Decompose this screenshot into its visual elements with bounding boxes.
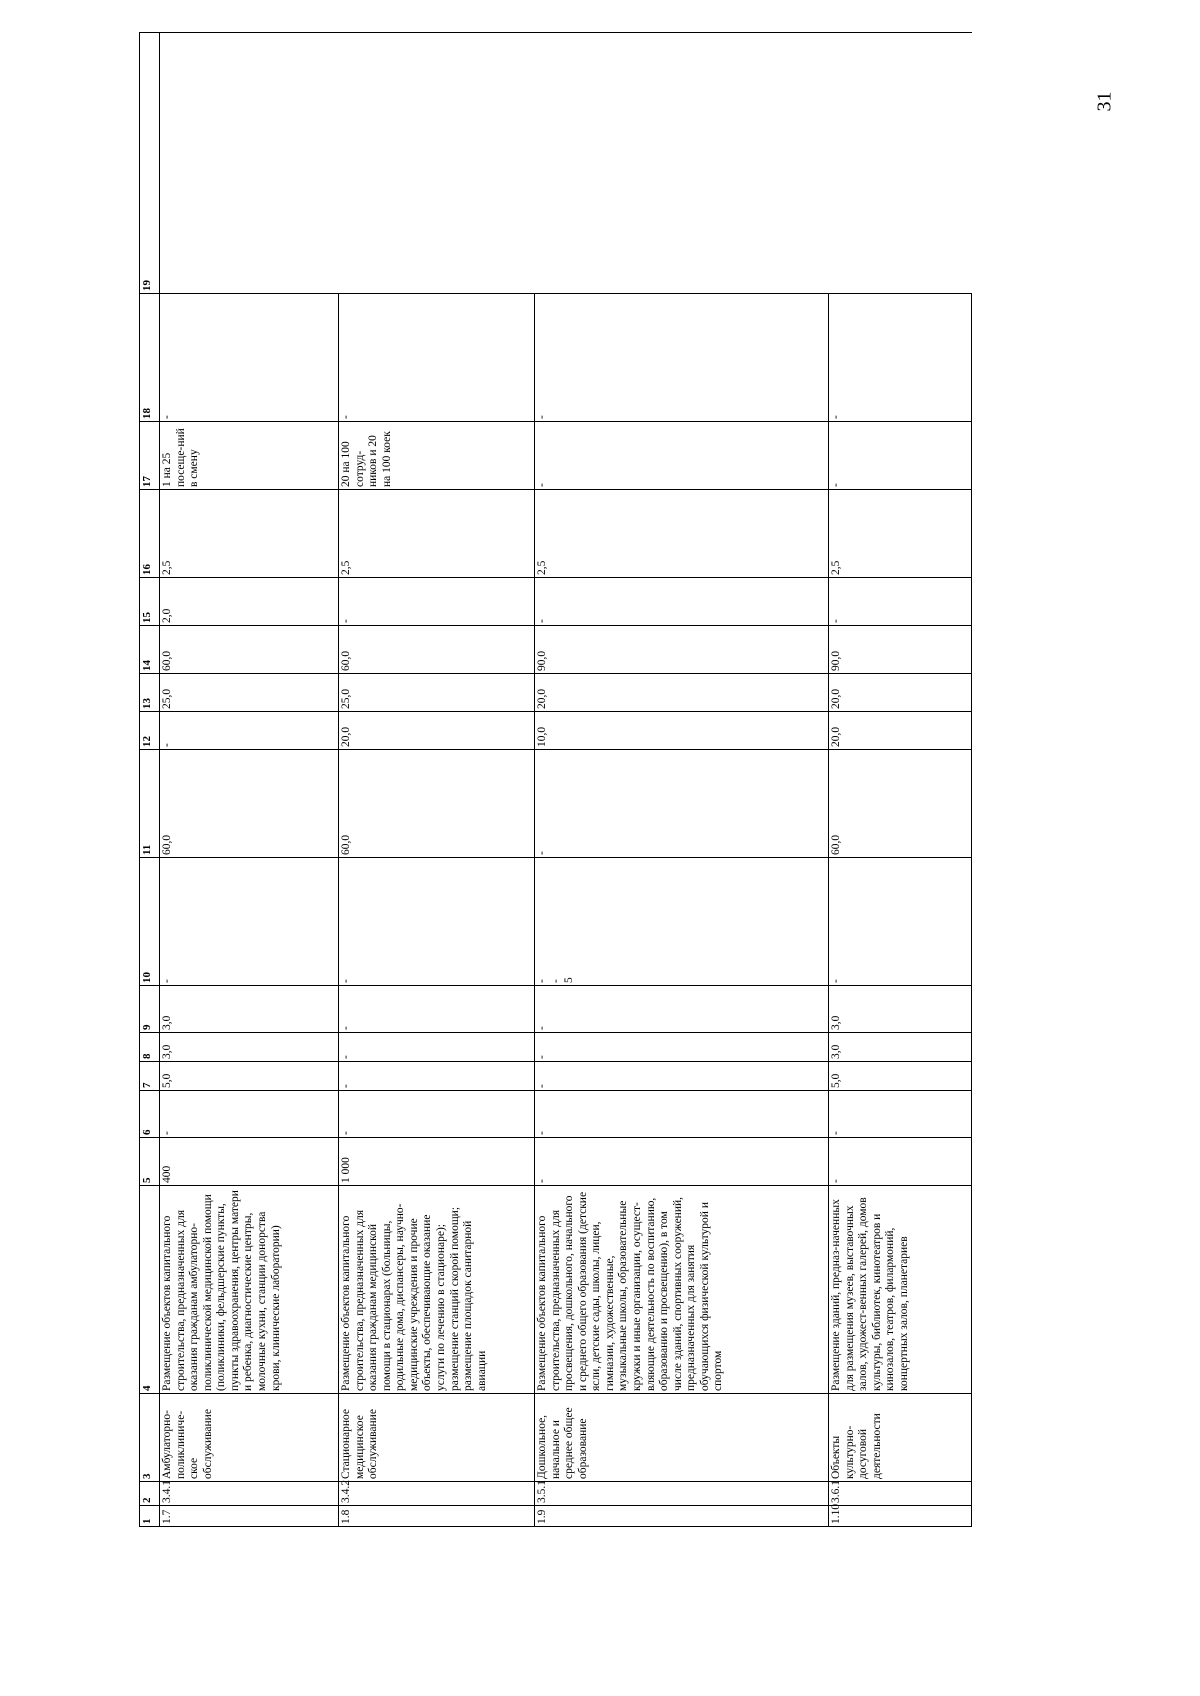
table-row	[339, 33, 535, 1527]
table-cell-col-16: 2,5	[829, 490, 972, 578]
table-cell-col-12: 20,0	[339, 712, 535, 750]
table-cell-col-6: -	[160, 1091, 339, 1138]
table-cell-col-8: -	[535, 1033, 829, 1062]
table-cell-col-12: -	[160, 712, 339, 750]
table-cell-col-12: 10,0	[535, 712, 829, 750]
table-cell-col-3: Объекты культурно-досуговой деятельности	[829, 1394, 972, 1482]
table-cell-col-19	[160, 33, 339, 294]
table-cell-col-2: 3.4.2	[339, 1482, 535, 1506]
table-cell-col-6: -	[339, 1091, 535, 1138]
table-cell-col-11: -	[535, 750, 829, 858]
table-cell-col-8: 3,0	[160, 1033, 339, 1062]
table-cell-col-10	[535, 858, 829, 986]
table-cell-col-15: -	[829, 578, 972, 626]
column-header-6: 6	[140, 1091, 160, 1138]
table-cell-col-13: 20,0	[535, 674, 829, 712]
table-cell-col-10	[829, 858, 972, 986]
column-header-13: 13	[140, 674, 160, 712]
page-number: 31	[1093, 91, 1116, 112]
stacked-value: -	[830, 979, 842, 983]
table-cell-col-15: 2,0	[160, 578, 339, 626]
column-header-10: 10	[140, 858, 160, 986]
stacked-value: -	[536, 979, 548, 983]
table-cell-col-2: 3.4.1	[160, 1482, 339, 1506]
table-cell-col-7: -	[535, 1062, 829, 1091]
stacked-value: -	[161, 979, 173, 983]
table-cell-col-6: -	[535, 1091, 829, 1138]
table-row	[829, 33, 972, 1527]
table-cell-col-1: 1.10	[829, 1506, 972, 1527]
table-cell-col-5: -	[535, 1138, 829, 1186]
table-cell-col-10	[339, 858, 535, 986]
table-cell-col-12: 20,0	[829, 712, 972, 750]
table-cell-col-4: Размещение зданий, предназ-наченных для размещения музеев, выставочных залов, художест-венных галерей, домов культуры, библиотек, кинотеатров и кинозалов, театров, филармоний, концертных залов, планетариев	[829, 1186, 972, 1394]
column-header-1: 1	[140, 1506, 160, 1527]
table-cell-col-7: -	[339, 1062, 535, 1091]
table-cell-col-2: 3.6.1	[829, 1482, 972, 1506]
column-header-18: 18	[140, 294, 160, 422]
column-header-3: 3	[140, 1394, 160, 1482]
table-cell-col-17: 1 на 25 посеще-ний в смену	[160, 422, 339, 490]
table-cell-col-18: -	[339, 294, 535, 422]
column-header-9: 9	[140, 986, 160, 1033]
table-cell-col-14: 90,0	[535, 626, 829, 674]
column-header-14: 14	[140, 626, 160, 674]
table-cell-col-5: -	[829, 1138, 972, 1186]
column-header-8: 8	[140, 1033, 160, 1062]
table-cell-col-9: 3,0	[829, 986, 972, 1033]
table-cell-col-11: 60,0	[829, 750, 972, 858]
table-cell-col-17: 20 на 100 сотруд-ников и 20 на 100 коек	[339, 422, 535, 490]
table-cell-col-9: -	[535, 986, 829, 1033]
table-cell-col-5: 400	[160, 1138, 339, 1186]
table-cell-col-13: 25,0	[339, 674, 535, 712]
table-cell-col-16: 2,5	[160, 490, 339, 578]
table-cell-col-11: 60,0	[160, 750, 339, 858]
zoning-parameters-table	[139, 32, 972, 1527]
table-cell-col-1: 1.9	[535, 1506, 829, 1527]
table-cell-col-16: 2,5	[535, 490, 829, 578]
table-cell-col-1: 1.7	[160, 1506, 339, 1527]
column-header-4: 4	[140, 1186, 160, 1394]
table-cell-col-18: -	[829, 294, 972, 422]
table-cell-col-7: 5,0	[160, 1062, 339, 1091]
table-cell-col-4: Размещение объектов капитального строительства, предназначенных для оказания гражданам амбулаторно-поликлинической медицинской помощи (поликлиники, фельдшерские пункты, пункты здравоохранения, центры матери и ребенка, диагностические центры, молочные кухни, станции донорства крови, клинические лаборатории)	[160, 1186, 339, 1394]
table-row	[535, 33, 829, 1527]
column-header-12: 12	[140, 712, 160, 750]
table-cell-col-13: 25,0	[160, 674, 339, 712]
table-cell-col-6: -	[829, 1091, 972, 1138]
zoning-table-rotated	[139, 77, 980, 1527]
table-cell-col-7: 5,0	[829, 1062, 972, 1091]
header-row	[140, 33, 160, 1527]
table-cell-col-10	[160, 858, 339, 986]
table-cell-col-8: -	[339, 1033, 535, 1062]
table-cell-col-17: -	[535, 422, 829, 490]
column-header-2: 2	[140, 1482, 160, 1506]
table-cell-col-19	[535, 33, 829, 294]
table-cell-col-2: 3.5.1	[535, 1482, 829, 1506]
table-cell-col-15: -	[339, 578, 535, 626]
table-cell-col-5: 1 000	[339, 1138, 535, 1186]
table-cell-col-19	[339, 33, 535, 294]
table-cell-col-3: Дошкольное, начальное и среднее общее образование	[535, 1394, 829, 1482]
table-cell-col-9: -	[339, 986, 535, 1033]
column-header-5: 5	[140, 1138, 160, 1186]
table-cell-col-4: Размещение объектов капитального строительства, предназначенных для просвещения, дошкольного, начального и среднего общего образования (детские ясли, детские сады, школы, лицеи, гимназии, художественные, музыкальные школы, образовательные кружки и иные организации, осущест-вляющие деятельность по воспитанию, образованию и просвещению), в том числе зданий, спортивных сооружений, предназначенных для занятия обучающихся физической культурой и спортом	[535, 1186, 829, 1394]
table-cell-col-19	[829, 33, 972, 294]
table-cell-col-8: 3,0	[829, 1033, 972, 1062]
table-cell-col-11: 60,0	[339, 750, 535, 858]
table-cell-col-14: 90,0	[829, 626, 972, 674]
table-row	[160, 33, 339, 1527]
column-header-19: 19	[140, 33, 160, 294]
column-header-16: 16	[140, 490, 160, 578]
table-cell-col-14: 60,0	[160, 626, 339, 674]
table-cell-col-1: 1.8	[339, 1506, 535, 1527]
table-cell-col-3: Стационарное медицинское обслуживание	[339, 1394, 535, 1482]
table-cell-col-9: 3,0	[160, 986, 339, 1033]
column-header-17: 17	[140, 422, 160, 490]
stacked-value: -	[549, 979, 562, 983]
table-cell-col-18: -	[535, 294, 829, 422]
table-cell-col-3: Амбулаторно-поликлиниче-ское обслуживание	[160, 1394, 339, 1482]
table-cell-col-4: Размещение объектов капитального строительства, предназначенных для оказания гражданам медицинской помощи в стационарах (больницы, родильные дома, диспансеры, научно-медицинские учреждения и прочие объекты, обеспечивающие оказание услуги по лечению в стационаре); размещение станций скорой помощи; размещение площадок санитарной авиации	[339, 1186, 535, 1394]
table-cell-col-15: -	[535, 578, 829, 626]
table-cell-col-14: 60,0	[339, 626, 535, 674]
stacked-value: 5	[563, 977, 576, 983]
column-header-15: 15	[140, 578, 160, 626]
table-cell-col-16: 2,5	[339, 490, 535, 578]
column-header-7: 7	[140, 1062, 160, 1091]
table-cell-col-18: -	[160, 294, 339, 422]
table-cell-col-17: -	[829, 422, 972, 490]
stacked-value: -	[340, 979, 352, 983]
column-header-11: 11	[140, 750, 160, 858]
table-cell-col-13: 20,0	[829, 674, 972, 712]
